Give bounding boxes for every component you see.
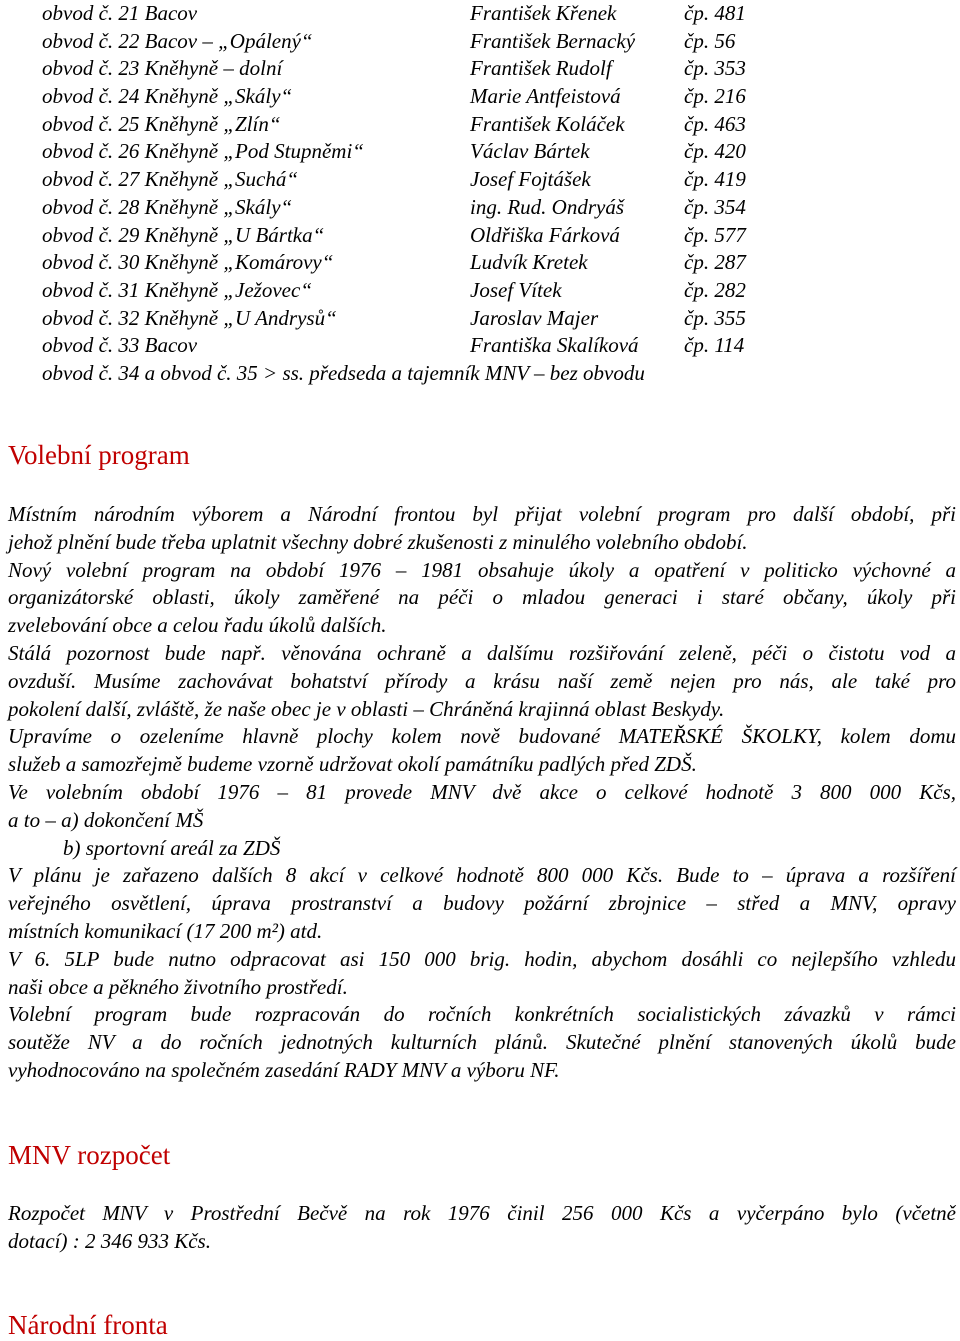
text-line: b) sportovní areál za ZDŠ bbox=[63, 835, 281, 860]
district-row bbox=[42, 332, 802, 360]
district-name: obvod č. 21 Bacov bbox=[42, 1, 198, 25]
text-line: Nový volební program na období 1976 – 1981 obsahuje úkoly a opatření v politicko výchovné a bbox=[8, 557, 956, 582]
volebni-program-text bbox=[8, 501, 956, 1085]
text-line: Stálá pozornost bude např. věnována ochraně a dalšímu rozšiřování zeleně, péči o čistotu vod a bbox=[8, 640, 956, 665]
district-person: Václav Bártek bbox=[470, 139, 590, 164]
district-person: Jaroslav Majer bbox=[470, 305, 599, 330]
district-row bbox=[42, 138, 802, 166]
mnv-rozpocet-text bbox=[8, 1200, 956, 1256]
district-person: Josef Fojtášek bbox=[470, 167, 591, 192]
district-house-number: čp. 355 bbox=[684, 305, 746, 330]
text-line: ovzduší. Musíme zachovávat bohatství přírody a krásu naší země nejen pro nás, ale také pro bbox=[8, 668, 956, 693]
text-line: služeb a samozřejmě budeme vzorně udržovat okolí památníku padlých před ZDŠ. bbox=[8, 752, 697, 777]
district-person: Františka Skalíková bbox=[470, 333, 639, 358]
district-house-number: čp. 481 bbox=[684, 1, 746, 25]
text-line: dotací) : 2 346 933 Kčs. bbox=[8, 1228, 211, 1253]
district-row bbox=[42, 83, 802, 111]
heading-mnv-rozpocet: MNV rozpočet bbox=[8, 1140, 171, 1170]
district-name: obvod č. 28 Kněhyně „Skály“ bbox=[42, 194, 293, 219]
text-line: jehož plnění bude třeba uplatnit všechny dobré zkušenosti z minulého volebního období. bbox=[8, 529, 748, 554]
district-row-last bbox=[42, 360, 802, 388]
district-name: obvod č. 24 Kněhyně „Skály“ bbox=[42, 84, 293, 109]
text-line: Rozpočet MNV v Prostřední Bečvě na rok 1976 činil 256 000 Kčs a vyčerpáno bylo (včetně bbox=[8, 1201, 956, 1225]
district-person: Josef Vítek bbox=[470, 277, 562, 302]
district-name: obvod č. 29 Kněhyně „U Bártka“ bbox=[42, 222, 325, 247]
district-person: František Křenek bbox=[470, 1, 617, 25]
heading-volebni-program: Volební program bbox=[8, 440, 190, 470]
text-line: vyhodnocováno na společném zasedání RADY MNV a výboru NF. bbox=[8, 1057, 560, 1082]
district-name: obvod č. 30 Kněhyně „Komárovy“ bbox=[42, 250, 334, 275]
district-person: František Bernacký bbox=[470, 28, 636, 53]
district-person: František Koláček bbox=[470, 111, 625, 136]
district-house-number: čp. 419 bbox=[684, 167, 746, 192]
district-name: obvod č. 27 Kněhyně „Suchá“ bbox=[42, 167, 299, 192]
district-house-number: čp. 354 bbox=[684, 194, 746, 219]
district-row bbox=[42, 194, 802, 222]
district-house-number: čp. 420 bbox=[684, 139, 746, 164]
district-name: obvod č. 31 Kněhyně „Ježovec“ bbox=[42, 277, 312, 302]
district-house-number: čp. 353 bbox=[684, 56, 746, 81]
district-row bbox=[42, 222, 802, 250]
heading-narodni-fronta: Národní fronta bbox=[8, 1310, 168, 1340]
district-person: Oldřiška Fárková bbox=[470, 222, 620, 247]
district-name: obvod č. 23 Kněhyně – dolní bbox=[42, 56, 283, 81]
district-house-number: čp. 282 bbox=[684, 277, 746, 302]
district-row bbox=[42, 305, 802, 333]
district-note: obvod č. 34 a obvod č. 35 > ss. předseda a tajemník MNV – bez obvodu bbox=[42, 360, 645, 385]
text-line: naši obce a pěkného životního prostředí. bbox=[8, 974, 348, 999]
text-line: V plánu je zařazeno dalších 8 akcí v celkové hodnotě 800 000 Kčs. Bude to – úprava a rozšíření bbox=[8, 863, 956, 888]
district-house-number: čp. 216 bbox=[684, 84, 746, 109]
text-line: Ve volebním období 1976 – 81 provede MNV dvě akce o celkové hodnotě 3 800 000 Kčs, bbox=[8, 779, 956, 804]
district-name: obvod č. 32 Kněhyně „U Andrysů“ bbox=[42, 305, 337, 330]
district-row bbox=[42, 111, 802, 139]
text-line: a to – a) dokončení MŠ bbox=[8, 807, 204, 832]
district-list bbox=[42, 0, 802, 388]
text-line: pokolení další, zvláště, že naše obec je v oblasti – Chráněná krajinná oblast Beskydy. bbox=[8, 696, 725, 721]
text-line: soutěže NV a do ročních jednotných kulturních plánů. Skutečné plnění stanovených úkolů bude bbox=[8, 1030, 956, 1055]
district-row bbox=[42, 55, 802, 83]
text-line: Volební program bude rozpracován do ročních konkrétních socialistických závazků v rámci bbox=[8, 1002, 956, 1027]
text-line: organizátorské oblasti, úkoly zaměřené na péči o mladou generaci i staré občany, úkoly při bbox=[8, 585, 956, 610]
district-row bbox=[42, 28, 802, 56]
district-person: Ludvík Kretek bbox=[470, 250, 588, 275]
text-line: V 6. 5LP bude nutno odpracovat asi 150 000 brig. hodin, abychom dosáhli co nejlepšího vzhledu bbox=[8, 946, 956, 971]
text-line: Místním národním výborem a Národní frontou byl přijat volební program pro další období, při bbox=[8, 502, 956, 526]
district-house-number: čp. 287 bbox=[684, 250, 746, 275]
text-line: veřejného osvětlení, úprava prostranství a budovy požární zbrojnice – střed a MNV, opravy bbox=[8, 891, 956, 916]
district-house-number: čp. 577 bbox=[684, 222, 746, 247]
district-house-number: čp. 114 bbox=[684, 333, 745, 358]
district-name: obvod č. 33 Bacov bbox=[42, 333, 198, 358]
district-row bbox=[42, 166, 802, 194]
district-person: Marie Antfeistová bbox=[470, 84, 621, 109]
district-person: František Rudolf bbox=[470, 56, 612, 81]
district-name: obvod č. 26 Kněhyně „Pod Stupněmi“ bbox=[42, 139, 364, 164]
district-person: ing. Rud. Ondryáš bbox=[470, 194, 624, 219]
district-row bbox=[42, 0, 802, 28]
district-name: obvod č. 25 Kněhyně „Zlín“ bbox=[42, 111, 281, 136]
district-row bbox=[42, 277, 802, 305]
district-row bbox=[42, 249, 802, 277]
text-line: místních komunikací (17 200 m²) atd. bbox=[8, 918, 323, 943]
text-line: zvelebování obce a celou řadu úkolů dalších. bbox=[8, 613, 387, 638]
district-name: obvod č. 22 Bacov – „Opálený“ bbox=[42, 28, 313, 53]
text-line: Upravíme o ozeleníme hlavně plochy kolem nově budované MATEŘSKÉ ŠKOLKY, kolem domu bbox=[8, 724, 956, 749]
district-house-number: čp. 463 bbox=[684, 111, 746, 136]
district-house-number: čp. 56 bbox=[684, 28, 736, 53]
